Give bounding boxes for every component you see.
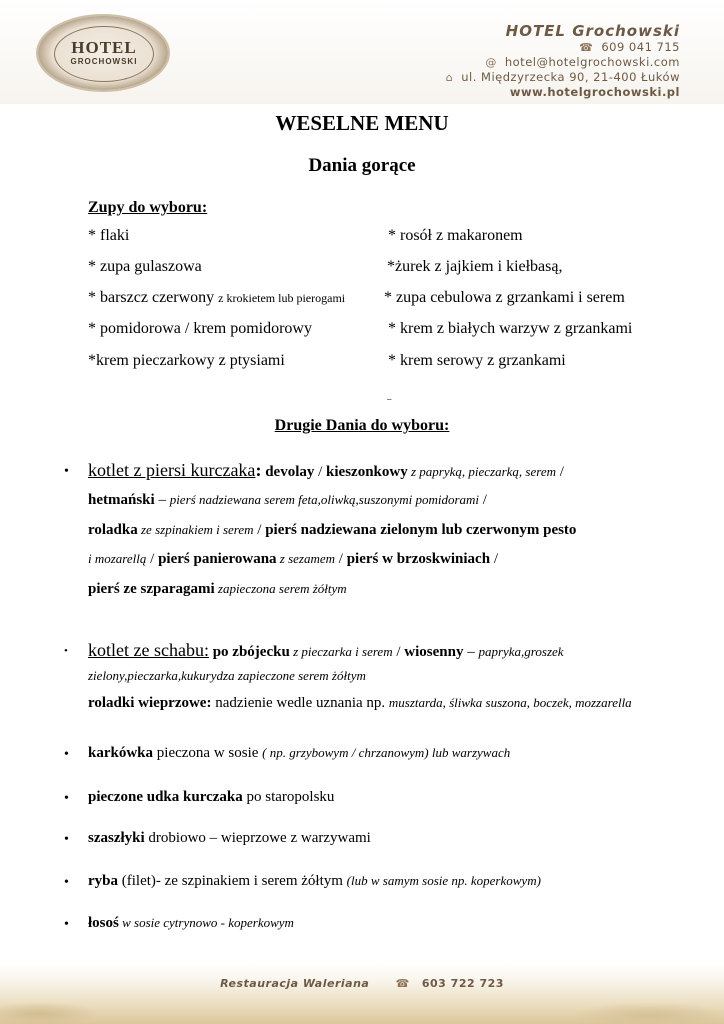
soup-item: *żurek z jajkiem i kiełbasą,: [387, 258, 563, 275]
page-title: WESELNE MENU: [275, 111, 449, 135]
dish-name: po zbójecku: [208, 644, 290, 660]
text-run: –: [154, 492, 170, 508]
main-dish-item: [88, 915, 294, 932]
letterhead: [0, 0, 724, 104]
footer: [0, 964, 724, 1024]
main-dish-item: [88, 873, 541, 890]
text-run: .: [381, 695, 389, 711]
pork-line-2: [88, 668, 366, 685]
soup-item: * rosół z makaronem: [388, 227, 523, 244]
main-dish-item: [88, 830, 371, 847]
main-dish-item: [88, 745, 510, 762]
text-run: (filet)- ze szpinakiem i serem żółtym: [118, 873, 347, 889]
chicken-line-3: [88, 522, 576, 539]
chicken-line-5: [88, 581, 347, 598]
mains-heading: Drugie Dania do wyboru:: [274, 417, 450, 434]
dish-description: z pieczarka i serem: [289, 644, 393, 659]
soup-item: [88, 227, 129, 245]
dish-name: ryba: [88, 873, 118, 889]
dish-description: pierś nadziewana serem feta,oliwką,suszonymi pomidorami: [169, 492, 480, 507]
at-icon: @: [485, 56, 497, 69]
bullet: •: [64, 832, 69, 847]
dish-name: pierś panierowana: [158, 551, 277, 567]
text-run: pieczona w sosie: [153, 745, 263, 761]
dish-description: (lub w samym sosie np. koperkowym): [346, 873, 541, 888]
dish-description: ze szpinakiem i serem: [137, 522, 254, 537]
text-run: po staropolsku: [242, 789, 335, 805]
hotel-address: ul. Międzyrzecka 90, 21-400 Łuków: [461, 70, 680, 84]
dish-name: szaszłyki: [88, 830, 145, 846]
soup-item: [88, 258, 202, 276]
text-run: /: [555, 464, 564, 480]
bullet: •: [64, 645, 68, 657]
soup-item: * krem serowy z grzankami: [388, 352, 566, 369]
soup-name: * zupa gulaszowa: [88, 258, 202, 275]
dish-name: pierś ze szparagami: [88, 581, 215, 597]
bullet: •: [64, 464, 69, 479]
dish-description: z papryką, pieczarką, serem: [407, 464, 556, 479]
logo-line2: GROCHOWSKI: [70, 57, 138, 66]
dish-name: roladka: [88, 522, 138, 538]
text-run: /: [392, 644, 405, 660]
dish-description: z sezamem: [276, 551, 336, 566]
dish-name: roladki wieprzowe:: [88, 695, 212, 711]
chicken-line-2: [88, 492, 487, 509]
soup-name: *krem pieczarkowy z ptysiami: [88, 352, 285, 369]
hotel-phone: 609 041 715: [601, 40, 680, 54]
chicken-name: kotlet z piersi kurczaka: [88, 460, 256, 480]
phone-icon: ☎: [395, 977, 410, 990]
soup-name: * pomidorowa / krem pomidorowy: [88, 320, 312, 337]
text-run: drobiowo – wieprzowe z warzywami: [144, 830, 371, 846]
soup-item: * krem z białych warzyw z grzankami: [388, 320, 633, 337]
soup-note: z krokietem lub pierogami: [218, 291, 346, 305]
hotel-logo: [38, 16, 168, 90]
logo-line1: HOTEL: [71, 38, 137, 57]
text-run: /: [253, 522, 266, 538]
dish-name: pierś nadziewana zielonym lub czerwonym pesto: [265, 522, 577, 538]
dish-name: devolay: [261, 464, 315, 480]
pork-line-1: [88, 640, 564, 661]
hotel-name: HOTEL Grochowski: [505, 22, 680, 40]
separator-dash: –: [387, 394, 392, 404]
soup-name: * barszcz czerwony: [88, 289, 219, 306]
dish-name: pierś w brzoskwiniach: [346, 551, 491, 567]
text-run: /: [146, 551, 159, 567]
soups-heading: Zupy do wyboru:: [88, 199, 208, 216]
contact-block: [446, 22, 680, 100]
restaurant-name: Restauracja Waleriana: [220, 977, 370, 990]
soup-item: [88, 320, 312, 338]
dish-description: w sosie cytrynowo - koperkowym: [118, 915, 294, 930]
pork-name: kotlet ze schabu:: [88, 640, 209, 660]
chicken-colon: :: [255, 460, 262, 480]
dish-name: hetmański: [88, 492, 155, 508]
dish-description: papryka,groszek: [478, 644, 564, 659]
dish-description: ( np. grzybowym / chrzanowym) lub warzywach: [262, 745, 511, 760]
soup-item: * zupa cebulowa z grzankami i serem: [384, 289, 625, 306]
dish-description: zapieczona serem żółtym: [214, 581, 347, 596]
soup-item: [88, 289, 345, 307]
dish-name: pieczone udka kurczaka: [88, 789, 243, 805]
text-run: nadzienie wedle uznania np: [211, 695, 382, 711]
soup-item: [88, 352, 285, 370]
text-run: –: [463, 644, 479, 660]
soup-name: * flaki: [88, 227, 130, 244]
dish-name: wiosenny: [404, 644, 464, 660]
restaurant-phone: 603 722 723: [421, 977, 504, 990]
dish-description: musztarda, śliwka suszona, boczek, mozzarella: [388, 695, 632, 710]
text-run: /: [335, 551, 347, 567]
chicken-line-1: [88, 460, 564, 481]
home-icon: ⌂: [445, 71, 454, 84]
dish-name: łosoś: [88, 915, 119, 931]
chicken-line-4: [88, 551, 498, 568]
hotel-email: hotel@hotelgrochowski.com: [504, 55, 680, 69]
hotel-website: www.hotelgrochowski.pl: [509, 85, 680, 99]
bullet: •: [64, 791, 69, 806]
text-run: /: [314, 464, 327, 480]
section-title: Dania gorące: [308, 155, 416, 176]
bullet: •: [64, 917, 69, 932]
pork-line-3: [88, 695, 632, 712]
bullet: •: [64, 747, 69, 762]
main-dish-item: [88, 789, 334, 806]
bullet: •: [64, 875, 69, 890]
dish-description: i mozarellą: [88, 551, 147, 566]
dish-name: kieszonkowy: [326, 464, 408, 480]
dish-description: zielony,pieczarka,kukurydza zapieczone serem żółtym: [88, 668, 366, 683]
text-run: /: [479, 492, 487, 508]
text-run: /: [490, 551, 498, 567]
phone-icon: ☎: [579, 41, 594, 54]
dish-name: karkówka: [88, 745, 154, 761]
